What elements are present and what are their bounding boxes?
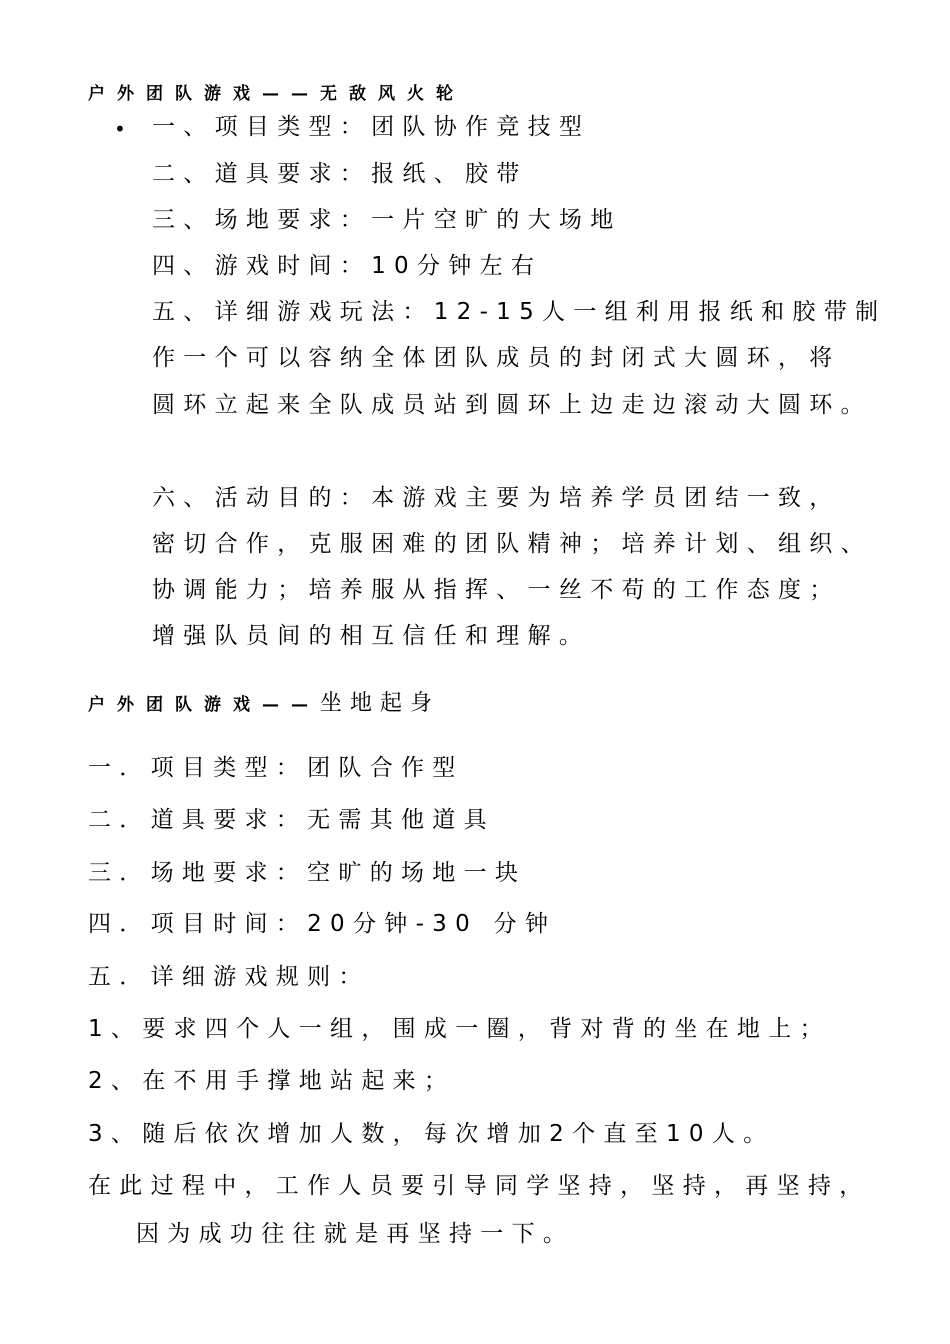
section1-line-6: 作一个可以容纳全体团队成员的封闭式大圆环，将 <box>152 345 841 371</box>
section2-line-3: 三．场地要求：空旷的场地一块 <box>88 860 527 886</box>
section1-line-2: 二、道具要求：报纸、胶带 <box>152 161 528 187</box>
section2-title <box>88 692 440 717</box>
section1-line-10: 协调能力；培养服从指挥、一丝不苟的工作态度； <box>152 577 841 603</box>
section2-title-suffix: 坐地起身 <box>320 691 441 716</box>
section1-line-9: 密切合作，克服困难的团队精神；培养计划、组织、 <box>152 531 872 557</box>
section2-line-10: 因为成功往往就是再坚持一下。 <box>136 1221 575 1247</box>
section2-line-2: 二．道具要求：无需其他道具 <box>88 807 495 833</box>
section1-title: 户外团队游戏——无敌风火轮 <box>88 84 465 104</box>
section2-line-5: 五．详细游戏规则： <box>88 964 370 990</box>
section2-title-prefix: 户外团队游戏—— <box>88 695 320 715</box>
section1-line-3: 三、场地要求：一片空旷的大场地 <box>152 207 622 233</box>
section1-line-1: 一、项目类型：团队协作竞技型 <box>152 114 591 140</box>
bullet-marker: • <box>114 117 126 141</box>
section1-line-5: 五、详细游戏玩法：12-15人一组利用报纸和胶带制 <box>152 299 887 325</box>
section2-line-7: 2、在不用手撑地站起来； <box>88 1068 456 1094</box>
section2-line-8: 3、随后依次增加人数，每次增加2个直至10人。 <box>88 1121 775 1147</box>
section2-line-9: 在此过程中，工作人员要引导同学坚持，坚持，再坚持， <box>88 1173 871 1199</box>
section2-line-6: 1、要求四个人一组，围成一圈，背对背的坐在地上； <box>88 1016 831 1042</box>
section1-line-7: 圆环立起来全队成员站到圆环上边走边滚动大圆环。 <box>152 392 872 418</box>
section2-line-1: 一．项目类型：团队合作型 <box>88 755 464 781</box>
section2-line-4: 四．项目时间：20分钟-30 分钟 <box>88 911 557 937</box>
section1-line-4: 四、游戏时间：10分钟左右 <box>152 253 543 279</box>
section1-line-8: 六、活动目的：本游戏主要为培养学员团结一致， <box>152 485 841 511</box>
section1-line-11: 增强队员间的相互信任和理解。 <box>152 623 591 649</box>
